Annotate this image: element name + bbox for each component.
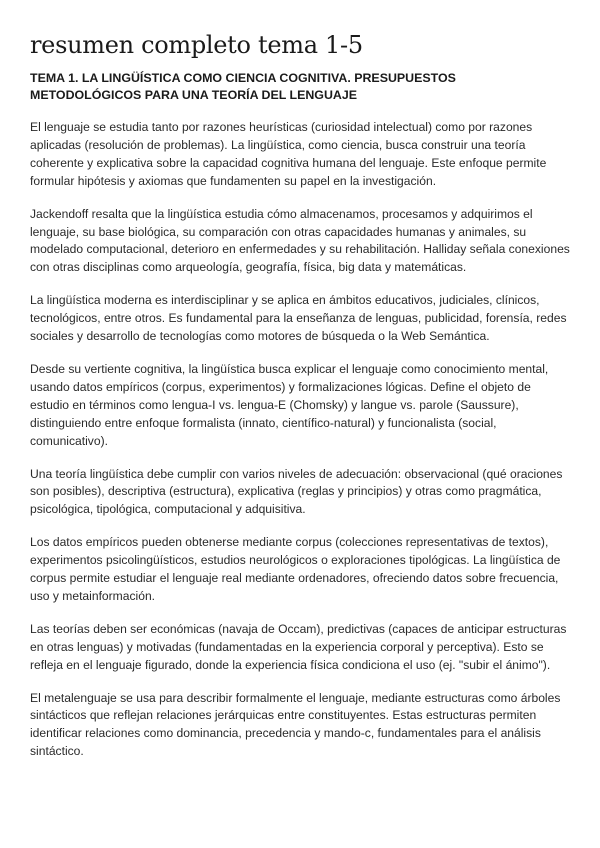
paragraph-interdisciplinary: La lingüística moderna es interdisciplinar y se aplica en ámbitos educativos, judiciales, clínicos, tecnológicos, entre otros. Es fundamental para la enseñanza de lenguas, publicidad, forensía, redes sociales y desarrollo de tecnologías como motores de búsqueda o la Web Semántica. bbox=[30, 293, 567, 344]
paragraph-adequacy: Una teoría lingüística debe cumplir con varios niveles de adecuación: observacional (qué oraciones son posibles), descriptiva (estructura), explicativa (reglas y principios) y otras como pragmática, psicológica, tipológica, computacional y adquisitiva. bbox=[30, 466, 563, 517]
paragraph-motivation: El lenguaje se estudia tanto por razones heurísticas (curiosidad intelectual) como por razones aplicadas (resolución de problemas). La lingüística, como ciencia, busca construir una teoría coherente y explicativa sobre la capacidad cognitiva humana del lenguaje. Este enfoque permite formular hipótesis y axiomas que fundamenten su papel en la investigación. bbox=[30, 120, 547, 188]
paragraph-jackendoff: Jackendoff resalta que la lingüística estudia cómo almacenamos, procesamos y adquirimos el lenguaje, su base biológica, su comparación con otras capacidades humanas y animales, su modelado computacional, deterioro en enfermedades y su rehabilitación. Halliday señala conexiones con otras disciplinas como arqueología, geografía, física, big data y matemáticas. bbox=[30, 206, 570, 275]
document-title: resumen completo tema 1-5 bbox=[30, 31, 363, 59]
paragraph-metalanguage: El metalenguaje se usa para describir formalmente el lenguaje, mediante estructuras como árboles sintácticos que reflejan relaciones jerárquicas entre constituyentes. Estas estructuras permiten identificar relaciones como dominancia, precedencia y mando-c, fundamentales para el análisis sintáctico. bbox=[30, 690, 561, 759]
paragraph-cognitive: Desde su vertiente cognitiva, la lingüística busca explicar el lenguaje como conocimiento mental, usando datos empíricos (corpus, experimentos) y formalizaciones lógicas. Define el objeto de estudio en términos como lengua-I vs. lengua-E (Chomsky) y langue vs. parole (Saussure), distinguiendo entre enfoque formalista (innato, científico-natural) y funcionalista (social, comunicativo). bbox=[30, 361, 549, 448]
paragraph-theories: Las teorías deben ser económicas (navaja de Occam), predictivas (capaces de anticipar estructuras en otras lenguas) y motivadas (fundamentadas en la experiencia corporal y perceptiva). Esto se refleja en el lenguaje figurado, donde la experiencia física condiciona el uso (ej. "subir el ánimo"). bbox=[30, 621, 567, 672]
section-heading: TEMA 1. LA LINGÜÍSTICA COMO CIENCIA COGNITIVA. PRESUPUESTOS METODOLÓGICOS PARA UNA TEORÍA DEL LENGUAJE bbox=[30, 71, 456, 102]
paragraph-empirical-data: Los datos empíricos pueden obtenerse mediante corpus (colecciones representativas de textos), experimentos psicolingüísticos, estudios neurológicos o exploraciones tipológicas. La lingüística de corpus permite estudiar el lenguaje real mediante ordenadores, ofreciendo datos sobre frecuencia, uso y metainformación. bbox=[30, 535, 561, 603]
